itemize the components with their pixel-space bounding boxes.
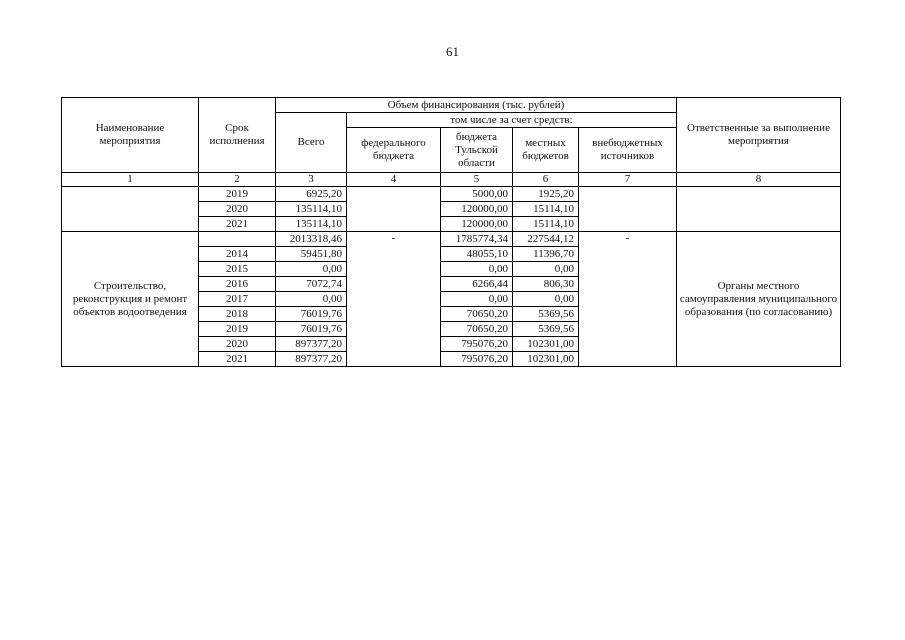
year-cell: 2014: [199, 247, 276, 262]
block1-name-cell: [62, 187, 199, 232]
header-term: Срок исполнения: [199, 98, 276, 173]
total-cell: 59451,80: [276, 247, 347, 262]
local-cell: 11396,70: [513, 247, 579, 262]
year-cell: 2016: [199, 277, 276, 292]
column-number: 7: [579, 173, 677, 187]
year-cell: 2018: [199, 307, 276, 322]
block2-name: Строительство, реконструкция и ремонт объектов водоотведения: [62, 232, 199, 367]
extrabudget-cell: [579, 187, 677, 232]
year-cell: 2017: [199, 292, 276, 307]
year-cell: 2021: [199, 217, 276, 232]
total-cell: 135114,10: [276, 217, 347, 232]
federal-cell: -: [347, 232, 441, 367]
header-name: Наименование мероприятия: [62, 98, 199, 173]
year-cell: 2020: [199, 202, 276, 217]
regional-cell: 70650,20: [441, 307, 513, 322]
header-federal: федерального бюджета: [347, 128, 441, 173]
total-cell: 2013318,46: [276, 232, 347, 247]
header-total: Всего: [276, 113, 347, 173]
total-cell: 0,00: [276, 292, 347, 307]
total-cell: 7072,74: [276, 277, 347, 292]
total-cell: 0,00: [276, 262, 347, 277]
local-cell: 0,00: [513, 262, 579, 277]
local-cell: 5369,56: [513, 322, 579, 337]
column-number-row: [62, 173, 841, 187]
block1-responsible-cell: [677, 187, 841, 232]
total-cell: 897377,20: [276, 352, 347, 367]
regional-cell: 0,00: [441, 292, 513, 307]
local-cell: 5369,56: [513, 307, 579, 322]
year-cell: 2020: [199, 337, 276, 352]
regional-cell: 6266,44: [441, 277, 513, 292]
regional-cell: 70650,20: [441, 322, 513, 337]
column-number: 3: [276, 173, 347, 187]
header-financing: Объем финансирования (тыс. рублей): [276, 98, 677, 113]
table-row: [62, 187, 841, 202]
local-cell: 102301,00: [513, 352, 579, 367]
column-number: 5: [441, 173, 513, 187]
regional-cell: 48055,10: [441, 247, 513, 262]
header-row-1: [62, 98, 841, 113]
total-cell: 76019,76: [276, 307, 347, 322]
block2-responsible: Органы местного самоуправления муниципального образования (по согласованию): [677, 232, 841, 367]
total-cell: 135114,10: [276, 202, 347, 217]
local-cell: 15114,10: [513, 217, 579, 232]
total-cell: 6925,20: [276, 187, 347, 202]
local-cell: 102301,00: [513, 337, 579, 352]
local-cell: 0,00: [513, 292, 579, 307]
header-including: том числе за счет средств:: [347, 113, 677, 128]
column-number: 6: [513, 173, 579, 187]
header-regional: бюджета Тульской области: [441, 128, 513, 173]
local-cell: 15114,10: [513, 202, 579, 217]
regional-cell: 0,00: [441, 262, 513, 277]
local-cell: 227544,12: [513, 232, 579, 247]
extrabudget-cell: -: [579, 232, 677, 367]
page-number: 61: [446, 44, 459, 59]
federal-cell: [347, 187, 441, 232]
financing-table: [61, 97, 841, 367]
total-cell: 76019,76: [276, 322, 347, 337]
year-cell: 2019: [199, 322, 276, 337]
regional-cell: 120000,00: [441, 202, 513, 217]
local-cell: 806,30: [513, 277, 579, 292]
header-extrabudget: внебюджетных источников: [579, 128, 677, 173]
year-cell: 2019: [199, 187, 276, 202]
regional-cell: 795076,20: [441, 337, 513, 352]
column-number: 8: [677, 173, 841, 187]
year-cell: [199, 232, 276, 247]
regional-cell: 5000,00: [441, 187, 513, 202]
column-number: 2: [199, 173, 276, 187]
header-responsible: Ответственные за выполнение мероприятия: [677, 98, 841, 173]
year-cell: 2015: [199, 262, 276, 277]
regional-cell: 795076,20: [441, 352, 513, 367]
year-cell: 2021: [199, 352, 276, 367]
column-number: 1: [62, 173, 199, 187]
column-number: 4: [347, 173, 441, 187]
total-cell: 897377,20: [276, 337, 347, 352]
regional-cell: 120000,00: [441, 217, 513, 232]
local-cell: 1925,20: [513, 187, 579, 202]
header-local: местных бюджетов: [513, 128, 579, 173]
table-row-summary: [62, 232, 841, 247]
regional-cell: 1785774,34: [441, 232, 513, 247]
